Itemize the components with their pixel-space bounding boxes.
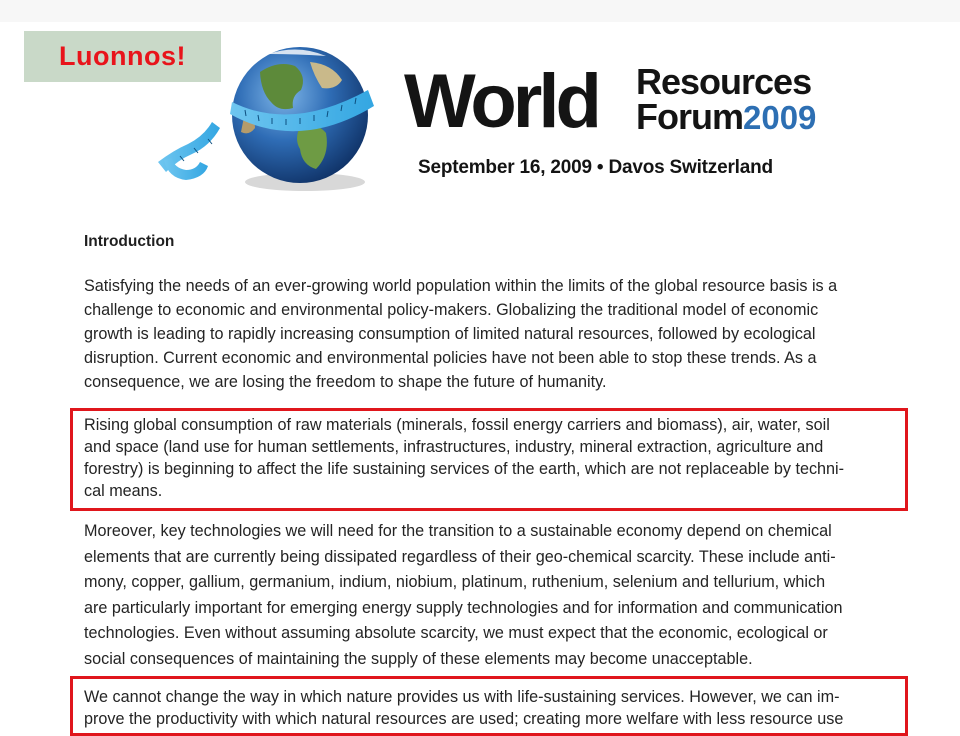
paragraph-intro bbox=[84, 274, 837, 394]
globe-tape-image bbox=[150, 32, 380, 202]
section-heading: Introduction bbox=[84, 233, 175, 250]
paragraph-line: are particularly important for emerging energy supply technologies and for information and communication bbox=[84, 598, 843, 617]
paragraph-line: Moreover, key technologies we will need for the transition to a sustainable economy depend on chemical bbox=[84, 522, 832, 540]
paragraph-line: Rising global consumption of raw materials (minerals, fossil energy carriers and biomass), air, water, soil bbox=[84, 416, 830, 434]
paragraph-line: prove the productivity with which natural resources are used; creating more welfare with less resource use bbox=[84, 710, 844, 728]
paragraph-key-technologies bbox=[84, 519, 843, 673]
draft-badge: Luonnos! bbox=[24, 31, 221, 82]
paragraph-nature-services bbox=[84, 686, 843, 730]
paragraph-line: technologies. Even without assuming absolute scarcity, we must expect that the economic, ecological or bbox=[84, 624, 828, 643]
paragraph-line: growth is leading to rapidly increasing consumption of limited natural resources, followed by ecological bbox=[84, 325, 816, 343]
paragraph-line: Satisfying the needs of an ever-growing world population within the limits of the global resource basis is a bbox=[84, 277, 838, 295]
logo-world-text: World bbox=[404, 59, 598, 144]
logo-year-text: 2009 bbox=[743, 99, 817, 136]
paragraph-line: social consequences of maintaining the supply of these elements may become unacceptable. bbox=[84, 649, 753, 668]
logo-forum-text: Forum bbox=[636, 96, 743, 137]
paragraph-line: challenge to economic and environmental policy-makers. Globalizing the traditional model of economic bbox=[84, 301, 819, 319]
paragraph-line: elements that are currently being dissipated regardless of their geo-chemical scarcity. These include anti- bbox=[84, 547, 836, 566]
logo-forum-line bbox=[636, 96, 817, 137]
paragraph-raw-materials bbox=[84, 414, 844, 502]
paragraph-line: cal means. bbox=[84, 482, 163, 500]
globe-icon bbox=[150, 32, 380, 202]
paragraph-line: mony, copper, gallium, germanium, indium, niobium, platinum, ruthenium, selenium and tellurium, which bbox=[84, 573, 826, 592]
paragraph-line: forestry) is beginning to affect the life sustaining services of the earth, which are not replaceable by techni- bbox=[84, 460, 845, 478]
paragraph-line: consequence, we are losing the freedom to shape the future of humanity. bbox=[84, 373, 607, 391]
event-date-line: September 16, 2009 • Davos Switzerland bbox=[418, 157, 773, 178]
logo-resources-text: Resources bbox=[636, 61, 812, 102]
top-strip bbox=[0, 0, 960, 22]
paragraph-line: and space (land use for human settlements, infrastructures, industry, mineral extraction, agriculture and bbox=[84, 438, 824, 456]
paragraph-line: We cannot change the way in which nature provides us with life-sustaining services. However, we can im- bbox=[84, 688, 840, 706]
paragraph-line: disruption. Current economic and environmental policies have not been able to stop these trends. As a bbox=[84, 349, 817, 367]
